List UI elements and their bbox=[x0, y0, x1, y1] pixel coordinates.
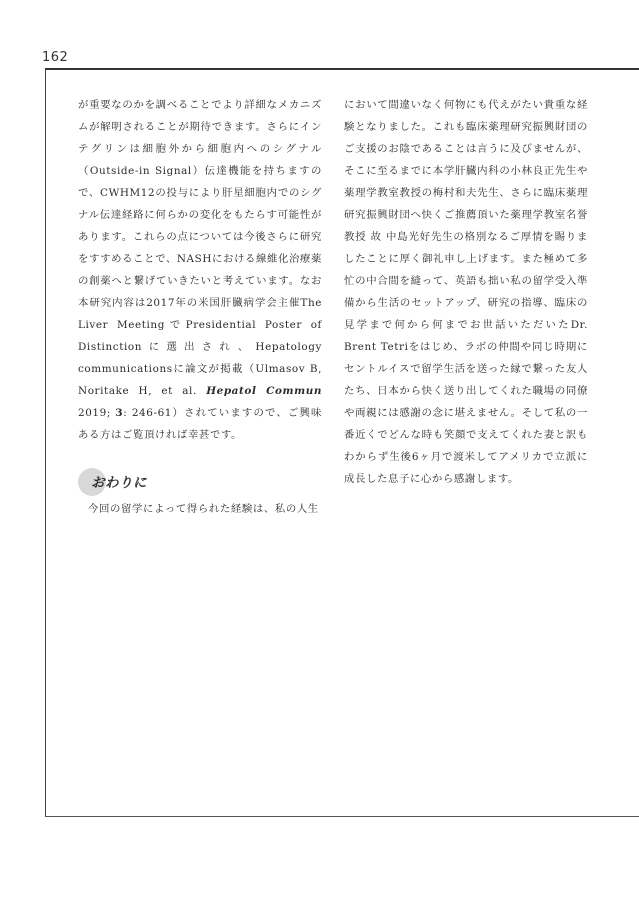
left-column bbox=[78, 94, 322, 520]
body-paragraph bbox=[78, 94, 322, 446]
section-heading bbox=[78, 468, 322, 498]
page-number: 162 bbox=[42, 50, 69, 65]
top-rule bbox=[45, 68, 639, 70]
section-paragraph: 今回の留学によって得られた経験は、私の人生 bbox=[88, 503, 319, 515]
journal-name: Hepatol Commun bbox=[206, 385, 323, 397]
journal-volume: 3 bbox=[115, 407, 124, 419]
left-margin-rule bbox=[45, 69, 46, 817]
paragraph-text: 2019; bbox=[78, 407, 116, 419]
conclusion-section bbox=[78, 468, 322, 520]
right-column bbox=[344, 94, 588, 490]
paragraph-text: が重要なのかを調べることでより詳細なメカニズムが解明されることが期待できます。さらにインテグリンは細胞外から細胞内へのシグナル（Outside-in Signal）伝達機能を持ちますので、CWHM12の投与により肝星細胞内でのシグナル伝達経路に何らかの変化をもたらす可能性があります。これらの点については今後さらに研究をすすめることで、NASHにおける線維化治療薬の創薬へと繋げていきたいと考えています。なお本研究内容は2017年の米国肝臓病学会主催The Liver MeetingでPresidential Poster of Distinctionに選出され、Hepatology communicationsに論文が掲載（Ulmasov B, Noritake H, et al. bbox=[78, 99, 322, 397]
paragraph-text: : 246-61）されていますので、ご興味ある方はご覧頂ければ幸甚です。 bbox=[78, 407, 322, 441]
body-paragraph: において間違いなく何物にも代えがたい貴重な経験となりました。これも臨床薬理研究振興財団のご支援のお陰であることは言うに及びませんが、そこに至るまでに本学肝臓内科の小林良正先生や薬理学教室教授の梅村和夫先生、さらに臨床薬理研究振興財団へ快くご推薦頂いた薬理学教室名誉教授 故 中島光好先生の格別なるご厚情を賜りましたことに厚く御礼申し上げます。また極めて多忙の中合間を縫って、英語も拙い私の留学受入準備から生活のセットアップ、研究の指導、臨床の見学まで何から何までお世話いただいたDr. Brent Tetriをはじめ、ラボの仲間や同じ時期にセントルイスで留学生活を送った縁で繋った友人たち、日本から快く送り出してくれた職場の同僚や両親には感謝の念に堪えません。そして私の一番近くでどんな時も笑顔で支えてくれた妻と訳もわからず生後6ヶ月で渡米してアメリカで立派に成長した息子に心から感謝します。 bbox=[344, 99, 588, 485]
bottom-rule bbox=[45, 816, 639, 817]
section-heading-text: おわりに bbox=[91, 475, 147, 491]
